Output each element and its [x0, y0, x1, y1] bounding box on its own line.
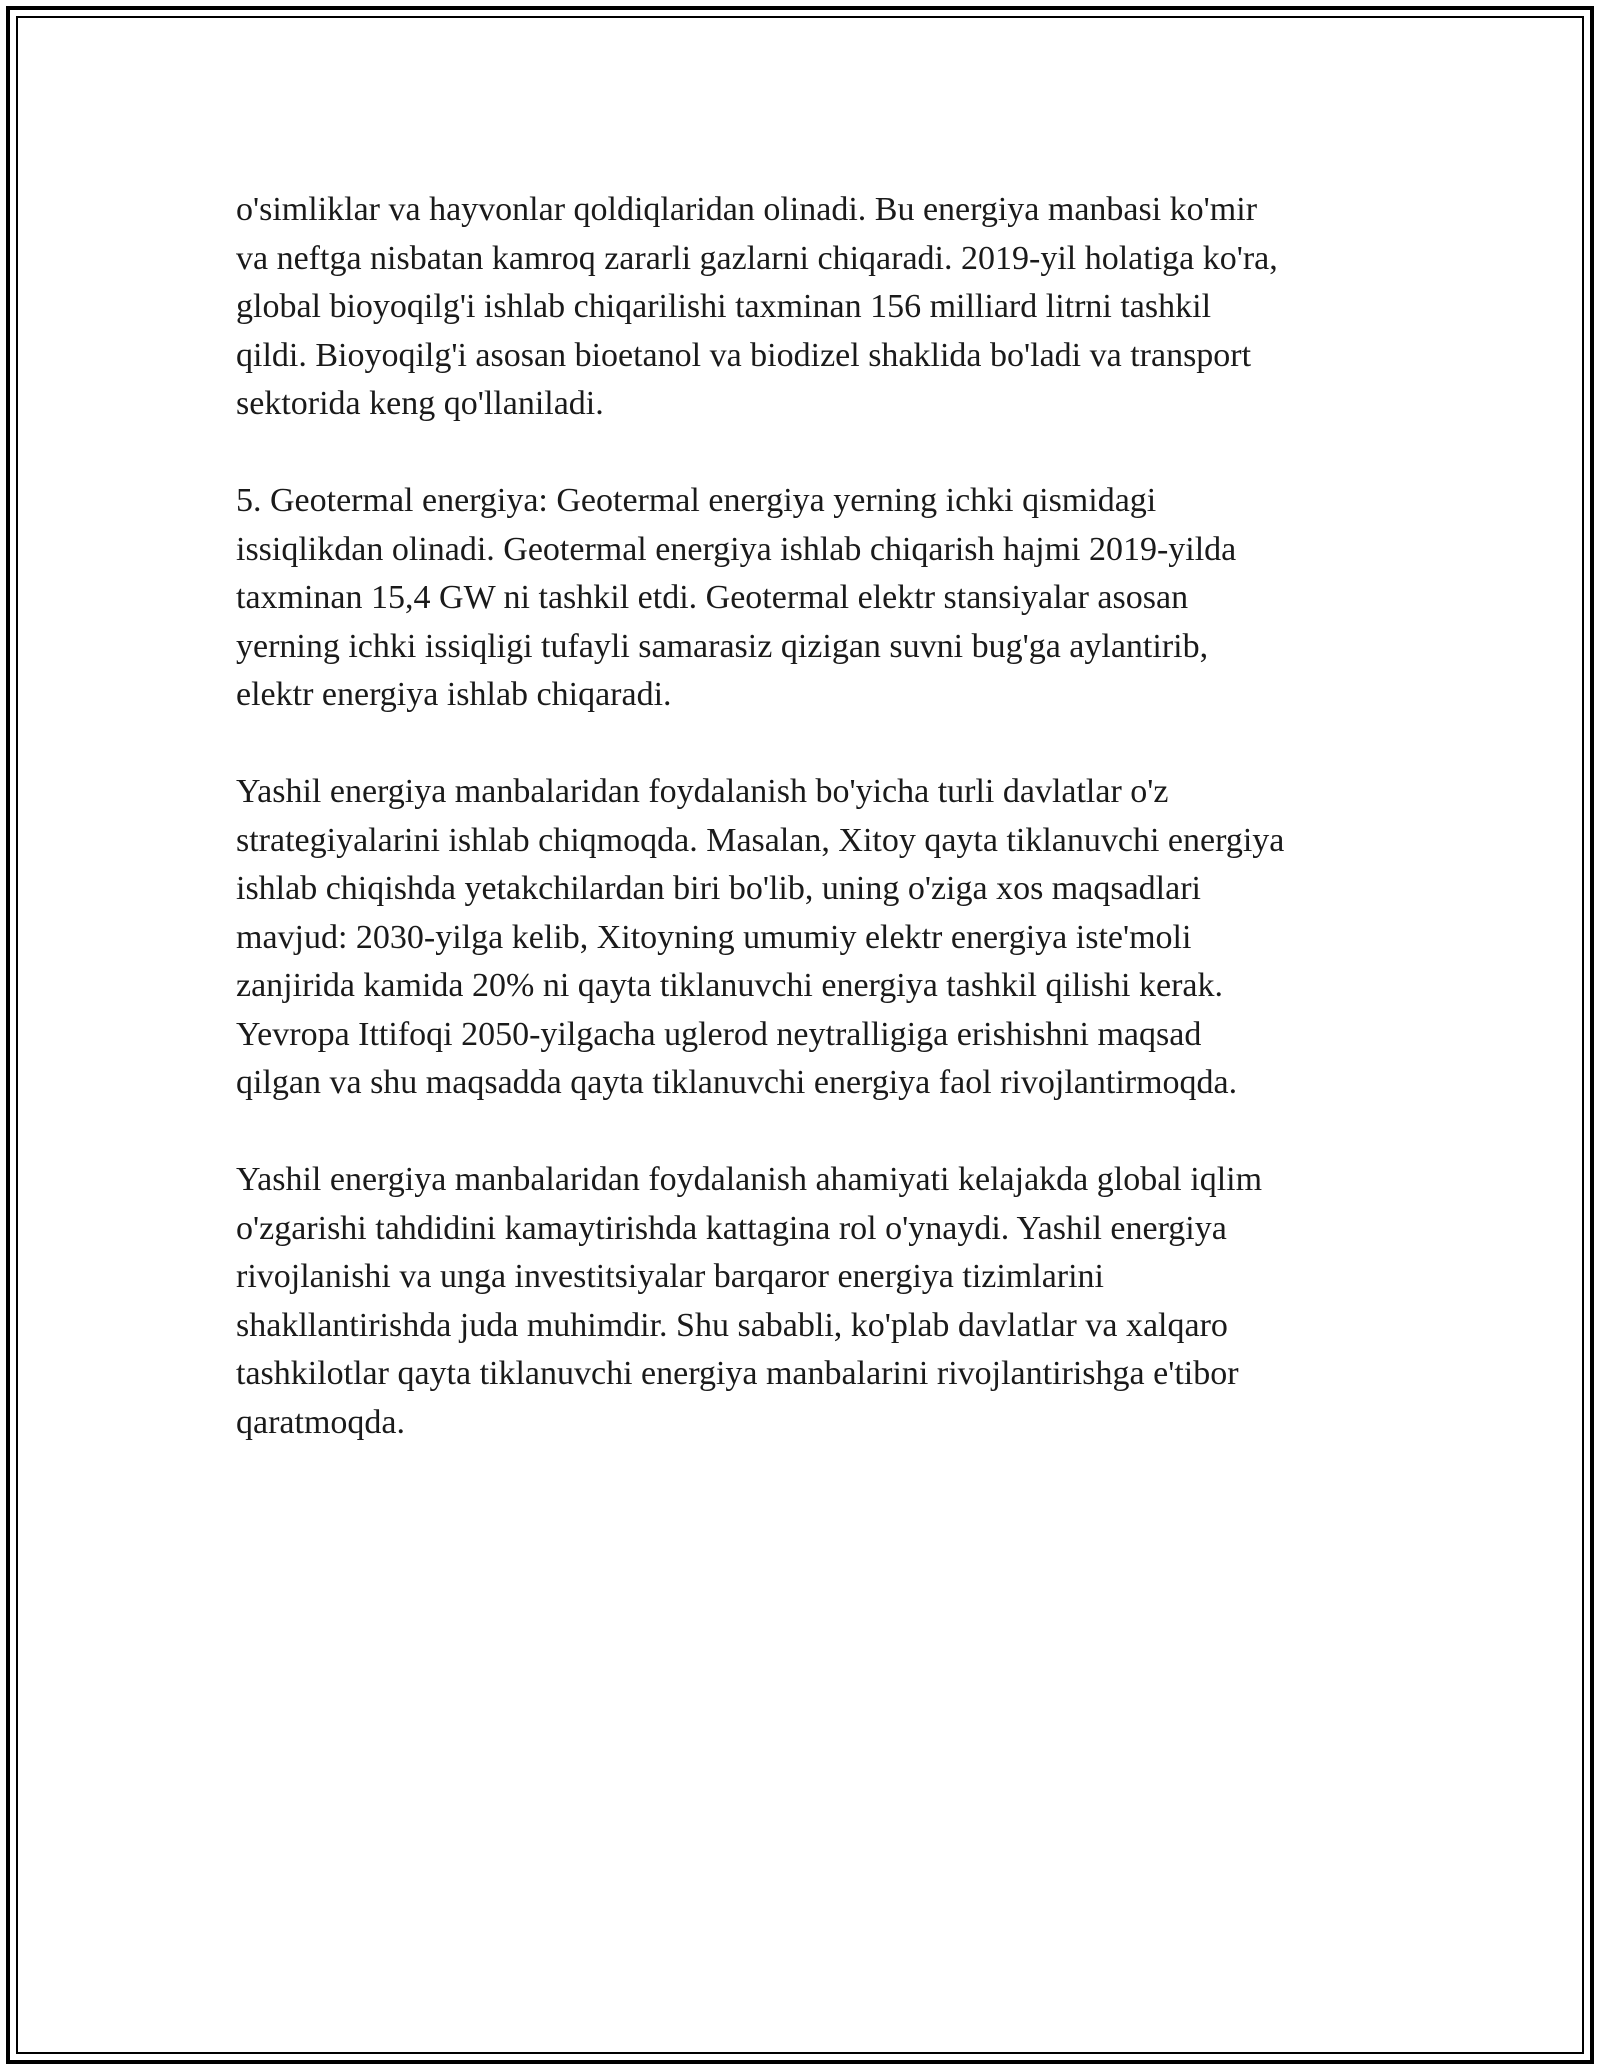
paragraph-strategies: Yashil energiya manbalaridan foydalanish bo'yicha turli davlatlar o'z strategiyalarini ishlab chiqmoqda. Masalan, Xitoy qayta tiklanuvchi energiya ishlab chiqishda yetakchilardan biri bo'lib, uning o'ziga xos maqsadlari mavjud: 2030-yilga kelib, Xitoyning umumiy elektr energiya iste'moli zanjirida kamida 20% ni qayta tiklanuvchi energiya tashkil qilishi kerak. Yevropa Ittifoqi 2050-yilgacha uglerod neytralligiga erishishni maqsad qilgan va shu maqsadda qayta tiklanuvchi energiya faol rivojlantirmoqda. — [236, 773, 1285, 1101]
paragraph-conclusion: Yashil energiya manbalaridan foydalanish ahamiyati kelajakda global iqlim o'zgarishi tahdidini kamaytirishda kattagina rol o'ynaydi. Yashil energiya rivojlanishi va unga investitsiyalar barqaror energiya tizimlarini shakllantirishda juda muhimdir. Shu sababli, ko'plab davlatlar va xalqaro tashkilotlar qayta tiklanuvchi energiya manbalarini rivojlantirishga e'tibor qaratmoqda. — [236, 1161, 1263, 1441]
paragraph-biofuel: o'simliklar va hayvonlar qoldiqlaridan olinadi. Bu energiya manbasi ko'mir va neftga nisbatan kamroq zararli gazlarni chiqaradi. 2019-yil holatiga ko'ra, global bioyoqilg'i ishlab chiqarilishi taxminan 156 milliard litrni tashkil qildi. Bioyoqilg'i asosan bioetanol va biodizel shaklida bo'ladi va transport sektorida keng qo'llaniladi. — [236, 191, 1278, 422]
paragraph-geothermal: 5. Geotermal energiya: Geotermal energiya yerning ichki qismidagi issiqlikdan olinadi. Geotermal energiya ishlab chiqarish hajmi 2019-yilda taxminan 15,4 GW ni tashkil etdi. Geotermal elektr stansiyalar asosan yerning ichki issiqligi tufayli samarasiz qizigan suvni bug'ga aylantirib, elektr energiya ishlab chiqaradi. — [236, 482, 1237, 713]
document-body — [236, 186, 1376, 1496]
